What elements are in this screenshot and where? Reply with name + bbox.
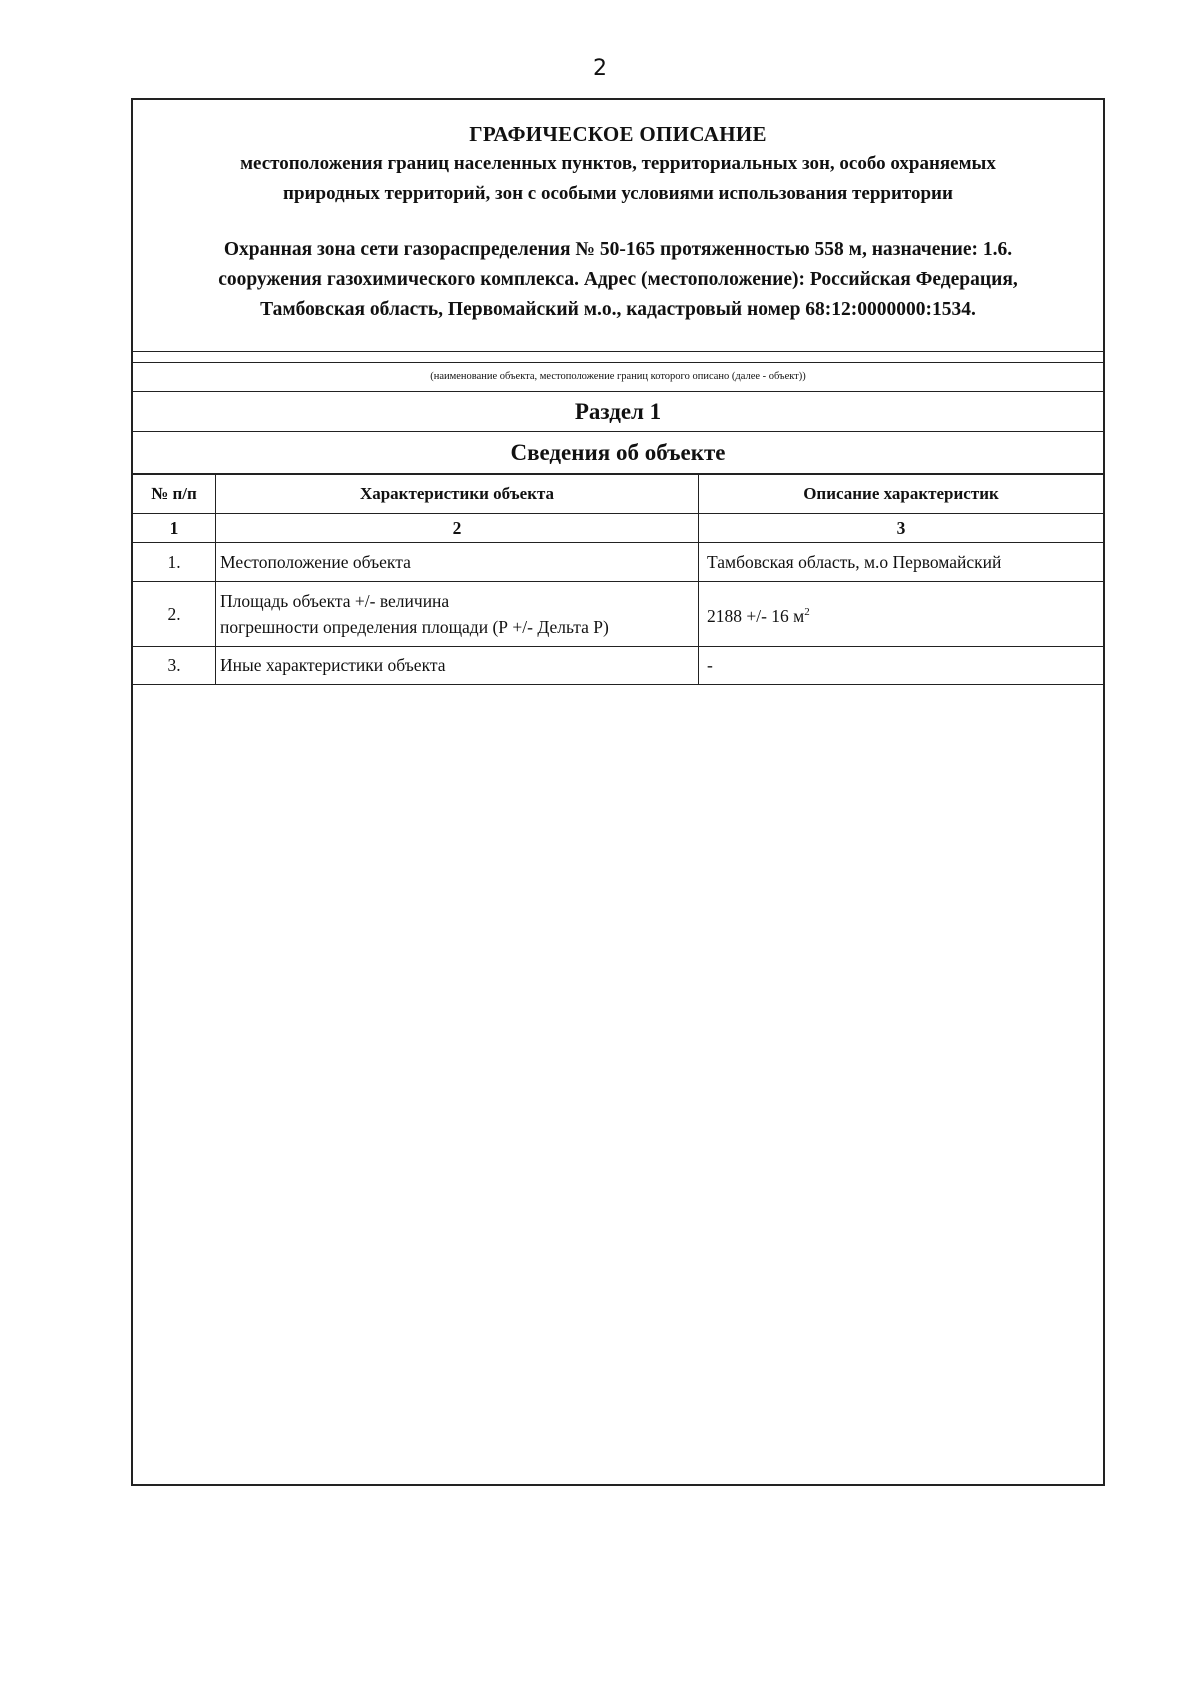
table-row [133,647,1103,685]
object-properties-table [133,474,1103,685]
subtitle-line-1: местоположения границ населенных пунктов, территориальных зон, особо охраняемых [240,153,996,174]
header-description: Описание характеристик [699,475,1104,514]
document-frame [131,98,1105,1486]
page-number: 2 [593,56,607,81]
column-number-row [133,514,1103,543]
column-number-2: 2 [216,514,699,543]
area-unit-superscript: 2 [804,606,810,619]
object-line-2: сооружения газохимического комплекса. Адрес (местоположение): Российская Федерация, [218,269,1018,290]
row-description [699,582,1104,647]
document-header [133,100,1103,352]
table-header-row [133,475,1103,514]
object-line-3: Тамбовская область, Первомайский м.о., кадастровый номер 68:12:0000000:1534. [260,299,976,320]
object-line-1: Охранная зона сети газораспределения № 50-165 протяженностью 558 м, назначение: 1.6. [223,239,1013,260]
row-characteristic-line-1: Площадь объекта +/- величина [220,591,450,611]
object-caption: (наименование объекта, местоположение границ которого описано (далее - объект)) [133,362,1103,392]
row-number: 3. [133,647,216,685]
column-number-1: 1 [133,514,216,543]
header-characteristic: Характеристики объекта [216,475,699,514]
area-value: 2188 +/- 16 м [707,605,805,626]
document-title: ГРАФИЧЕСКОЕ ОПИСАНИЕ [469,122,767,146]
row-characteristic-line-2: погрешности определения площади (Р +/- Дельта Р) [220,617,609,637]
table-row [133,543,1103,582]
row-characteristic: Местоположение объекта [216,543,699,582]
row-number: 2. [133,582,216,647]
header-number: № п/п [133,475,216,514]
subtitle-line-2: природных территорий, зон с особыми условиями использования территории [283,183,953,204]
table-row [133,582,1103,647]
column-number-3: 3 [699,514,1104,543]
row-characteristic [216,582,699,647]
row-characteristic: Иные характеристики объекта [216,647,699,685]
row-description: Тамбовская область, м.о Первомайский [699,543,1104,582]
object-name [133,235,1103,325]
row-number: 1. [133,543,216,582]
row-description: - [699,647,1104,685]
section-subtitle: Сведения об объекте [133,432,1103,474]
document-subtitle [133,149,1103,209]
section-title: Раздел 1 [133,392,1103,432]
